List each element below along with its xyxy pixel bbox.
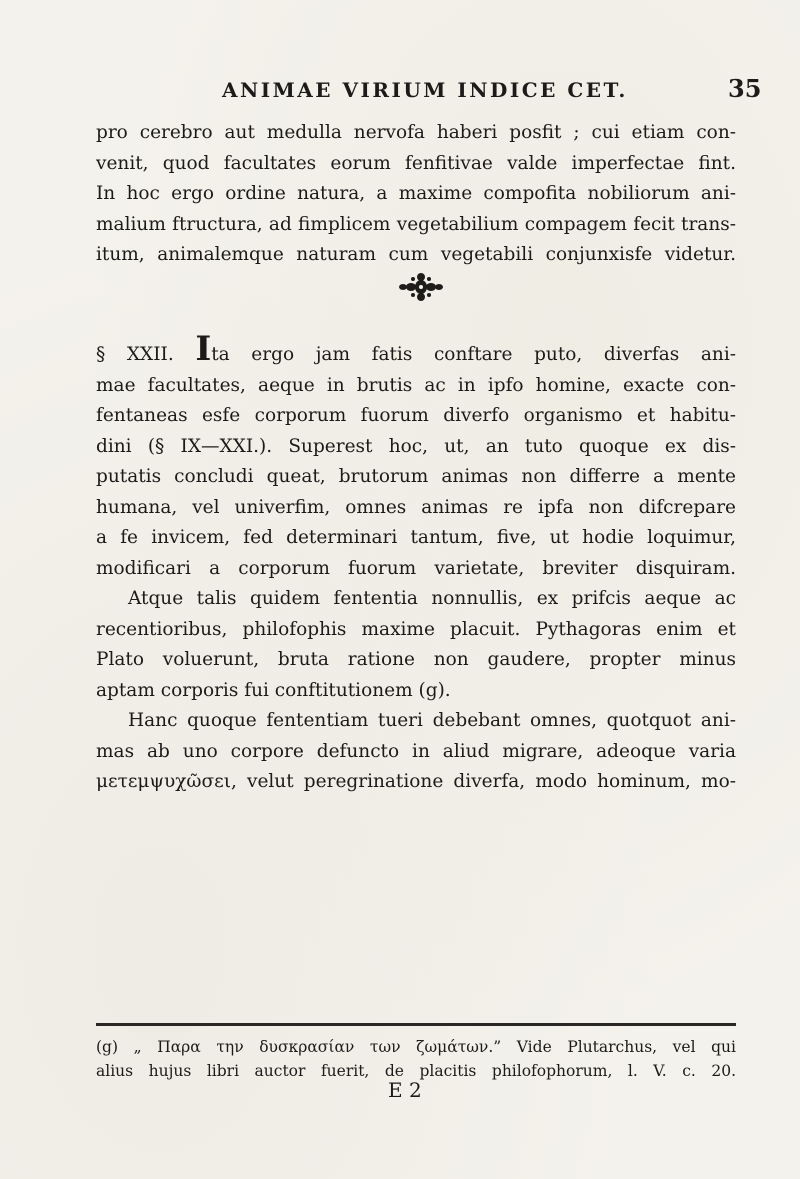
text-line: Atque talis quidem fententia nonnullis, ex prifcis aeque ac: [128, 588, 736, 609]
section-first-line: [96, 329, 736, 371]
footnote-line: alius hujus libri auctor fuerit, de placitis philofophorum, l. V. c. 20.: [96, 1062, 736, 1080]
text-line: a fe invicem, fed determinari tantum, five, ut hodie loquimur,: [96, 527, 736, 548]
printer-ornament-icon: [398, 272, 444, 302]
section-number: § XXII.: [96, 344, 174, 365]
text-line: Hanc quoque fententiam tueri debebant omnes, quotquot ani-: [128, 710, 736, 731]
text-line: malium ftructura, ad fimplicem vegetabilium compagem fecit trans-: [96, 213, 736, 235]
footnote-line: (g) „ Παρα την δυσκρασίαν των ζωμάτων.” Vide Plutarchus, vel qui: [96, 1038, 736, 1056]
text-line: fentaneas esfe corporum fuorum diverfo organismo et habitu-: [96, 405, 736, 426]
text-line: itum, animalemque naturam cum vegetabili conjunxisfe videtur.: [96, 244, 736, 265]
text-line: mas ab uno corpore defuncto in aliud migrare, adeoque varia: [96, 740, 736, 762]
section-22: [96, 329, 736, 798]
text-line: Plato voluerunt, bruta ratione non gaudere, propter minus: [96, 649, 736, 670]
page-number: 35: [728, 74, 762, 103]
text-line: recentioribus, philofophis maxime placuit. Pythagoras enim et: [96, 618, 736, 640]
text-line: μετεμψυχῶσει, velut peregrinatione diverfa, modo hominum, mo-: [96, 771, 736, 792]
text-line: aptam corporis fui conftitutionem (g).: [96, 679, 451, 701]
running-head: ANIMAE VIRIUM INDICE CET.: [222, 78, 628, 102]
footnote-rule: [96, 1023, 736, 1026]
text-line: mae facultates, aeque in brutis ac in ipfo homine, exacte con-: [96, 374, 736, 396]
paragraph-1: [96, 118, 736, 271]
footnote: [96, 1035, 736, 1083]
text-line: venit, quod facultates eorum fenfitivae valde imperfectae fint.: [96, 152, 736, 174]
text-line: humana, vel univerfim, omnes animas re ipfa non difcrepare: [96, 496, 736, 518]
text-line: dini (§ IX—XXI.). Superest hoc, ut, an tuto quoque ex dis-: [96, 435, 736, 457]
text-line: putatis concludi queat, brutorum animas non differre a mente: [96, 466, 736, 487]
text-line: pro cerebro aut medulla nervofa haberi posfit ; cui etiam con-: [96, 122, 736, 143]
text-line: ta ergo jam fatis conftare puto, diverfas ani-: [211, 344, 736, 365]
drop-cap: I: [195, 329, 212, 369]
text-line: modificari a corporum fuorum varietate, breviter disquiram.: [96, 557, 736, 579]
signature-mark: E 2: [388, 1078, 422, 1102]
text-line: In hoc ergo ordine natura, a maxime compofita nobiliorum ani-: [96, 183, 736, 204]
